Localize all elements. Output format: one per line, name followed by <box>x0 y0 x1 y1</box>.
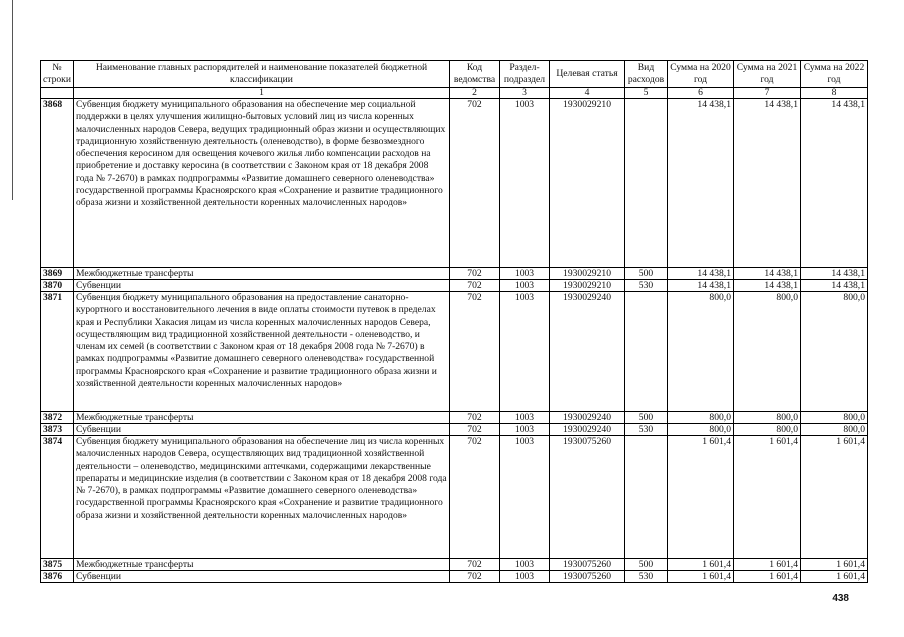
row-name: Субвенция бюджету муниципального образования на обеспечение мер социальной поддержки в целях улучшения жилищно-бытовых условий лиц из числа коренных малочисленных народов Севера, ведущих традиционный образ жизни и осуществляющих традиционную хозяйственную деятельность (оленеводство), в форме безвозмездного обеспечения керосином для освещения кочевого жилья либо компенсации расходов на приобретение и доставку керосина (в соответствии с Законом края от 18 декабря 2008 года № 7-2670) в рамках подпрограммы «Развитие домашнего северного оленеводства» государственной программы Красноярского края «Сохранение и развитие традиционного образа жизни и хозяйственной деятельности коренных малочисленных народов» <box>74 99 450 268</box>
header-sum-2020: Сумма на 2020 год <box>668 61 734 88</box>
row-section: 1003 <box>500 436 550 559</box>
column-number: 7 <box>734 88 801 99</box>
row-sum-2021: 800,0 <box>734 292 801 412</box>
row-sum-2022: 14 438,1 <box>801 268 868 280</box>
row-target-item: 1930029210 <box>550 99 625 268</box>
row-sum-2020: 800,0 <box>668 292 734 412</box>
row-section: 1003 <box>500 99 550 268</box>
header-row <box>41 61 868 88</box>
column-number: 3 <box>500 88 550 99</box>
table-row <box>41 99 868 268</box>
row-dept-code: 702 <box>450 268 500 280</box>
row-number: 3869 <box>41 268 74 280</box>
row-sum-2021: 1 601,4 <box>734 571 801 583</box>
row-number: 3875 <box>41 559 74 571</box>
table-row <box>41 412 868 424</box>
table-row <box>41 280 868 292</box>
table-row <box>41 424 868 436</box>
row-sum-2020: 1 601,4 <box>668 559 734 571</box>
row-number: 3873 <box>41 424 74 436</box>
row-number: 3871 <box>41 292 74 412</box>
row-sum-2021: 1 601,4 <box>734 436 801 559</box>
row-expense-type: 530 <box>625 424 668 436</box>
row-expense-type <box>625 436 668 559</box>
row-dept-code: 702 <box>450 280 500 292</box>
column-number: 6 <box>668 88 734 99</box>
column-number: 2 <box>450 88 500 99</box>
row-expense-type: 530 <box>625 280 668 292</box>
row-dept-code: 702 <box>450 571 500 583</box>
row-sum-2020: 800,0 <box>668 424 734 436</box>
row-target-item: 1930075260 <box>550 559 625 571</box>
row-sum-2020: 14 438,1 <box>668 99 734 268</box>
table-row <box>41 436 868 559</box>
row-name: Субвенции <box>74 280 450 292</box>
row-dept-code: 702 <box>450 424 500 436</box>
row-sum-2021: 800,0 <box>734 412 801 424</box>
row-sum-2021: 800,0 <box>734 424 801 436</box>
table-row <box>41 571 868 583</box>
row-name: Межбюджетные трансферты <box>74 268 450 280</box>
row-sum-2022: 14 438,1 <box>801 99 868 268</box>
header-row-number: № строки <box>41 61 74 88</box>
row-name: Субвенция бюджету муниципального образования на предоставление санаторно-курортного и восстановительного лечения в виде оплаты стоимости путевок в пределах края и Республики Хакасия лицам из числа коренных малочисленных народов Севера, осуществляющим вид традиционной хозяйственной деятельности - оленеводство, и членам их семей (в соответствии с Законом края от 18 декабря 2008 года № 7-2670) в рамках подпрограммы «Развитие домашнего северного оленеводства» государственной программы Красноярского края «Сохранение и развитие традиционного образа жизни и хозяйственной деятельности коренных малочисленных народов» <box>74 292 450 412</box>
row-number: 3870 <box>41 280 74 292</box>
row-section: 1003 <box>500 292 550 412</box>
row-sum-2022: 1 601,4 <box>801 571 868 583</box>
row-section: 1003 <box>500 424 550 436</box>
row-expense-type: 500 <box>625 559 668 571</box>
row-dept-code: 702 <box>450 559 500 571</box>
row-sum-2022: 14 438,1 <box>801 280 868 292</box>
column-number: 5 <box>625 88 668 99</box>
row-number: 3868 <box>41 99 74 268</box>
row-section: 1003 <box>500 412 550 424</box>
header-dept-code: Код ведомства <box>450 61 500 88</box>
row-name: Межбюджетные трансферты <box>74 412 450 424</box>
row-name: Субвенции <box>74 571 450 583</box>
row-target-item: 1930075260 <box>550 436 625 559</box>
row-dept-code: 702 <box>450 292 500 412</box>
row-section: 1003 <box>500 268 550 280</box>
row-sum-2020: 14 438,1 <box>668 268 734 280</box>
header-expense-type: Вид расходов <box>625 61 668 88</box>
row-section: 1003 <box>500 280 550 292</box>
row-target-item: 1930029240 <box>550 292 625 412</box>
page-number: 438 <box>832 593 849 604</box>
header-sum-2021: Сумма на 2021 год <box>734 61 801 88</box>
row-dept-code: 702 <box>450 99 500 268</box>
row-target-item: 1930029240 <box>550 412 625 424</box>
row-sum-2022: 800,0 <box>801 292 868 412</box>
row-number: 3874 <box>41 436 74 559</box>
row-name: Межбюджетные трансферты <box>74 559 450 571</box>
column-number: 8 <box>801 88 868 99</box>
row-sum-2020: 14 438,1 <box>668 280 734 292</box>
row-number: 3872 <box>41 412 74 424</box>
row-number: 3876 <box>41 571 74 583</box>
row-section: 1003 <box>500 571 550 583</box>
column-number: 1 <box>74 88 450 99</box>
row-target-item: 1930029210 <box>550 280 625 292</box>
row-name: Субвенция бюджету муниципального образования на обеспечение лиц из числа коренных малочисленных народов Севера, осуществляющих вид традиционной хозяйственной деятельности – оленеводство, медицинскими аптечками, содержащими лекарственные препараты и медицинские изделия (в соответствии с Законом края от 18 декабря 2008 года № 7-2670), в рамках подпрограммы «Развитие домашнего северного оленеводства» государственной программы Красноярского края «Сохранение и развитие традиционного образа жизни и хозяйственной деятельности коренных малочисленных народов» <box>74 436 450 559</box>
row-sum-2020: 800,0 <box>668 412 734 424</box>
row-sum-2020: 1 601,4 <box>668 571 734 583</box>
header-name: Наименование главных распорядителей и наименование показателей бюджетной классификации <box>74 61 450 88</box>
row-section: 1003 <box>500 559 550 571</box>
row-sum-2022: 1 601,4 <box>801 436 868 559</box>
row-expense-type: 500 <box>625 268 668 280</box>
budget-table <box>40 60 868 583</box>
row-sum-2021: 14 438,1 <box>734 268 801 280</box>
column-number: 4 <box>550 88 625 99</box>
row-sum-2021: 1 601,4 <box>734 559 801 571</box>
row-name: Субвенции <box>74 424 450 436</box>
row-sum-2022: 800,0 <box>801 424 868 436</box>
table-row <box>41 559 868 571</box>
row-target-item: 1930075260 <box>550 571 625 583</box>
column-number <box>41 88 74 99</box>
column-number-row <box>41 88 868 99</box>
row-target-item: 1930029210 <box>550 268 625 280</box>
row-target-item: 1930029240 <box>550 424 625 436</box>
header-section: Раздел-подраздел <box>500 61 550 88</box>
row-dept-code: 702 <box>450 412 500 424</box>
row-sum-2022: 1 601,4 <box>801 559 868 571</box>
row-dept-code: 702 <box>450 436 500 559</box>
row-expense-type: 500 <box>625 412 668 424</box>
table-row <box>41 268 868 280</box>
row-sum-2021: 14 438,1 <box>734 99 801 268</box>
row-expense-type: 530 <box>625 571 668 583</box>
table-row <box>41 292 868 412</box>
row-expense-type <box>625 99 668 268</box>
row-sum-2021: 14 438,1 <box>734 280 801 292</box>
row-expense-type <box>625 292 668 412</box>
row-sum-2020: 1 601,4 <box>668 436 734 559</box>
header-target-item: Целевая статья <box>550 61 625 88</box>
header-sum-2022: Сумма на 2022 год <box>801 61 868 88</box>
margin-rule <box>12 0 13 200</box>
row-sum-2022: 800,0 <box>801 412 868 424</box>
